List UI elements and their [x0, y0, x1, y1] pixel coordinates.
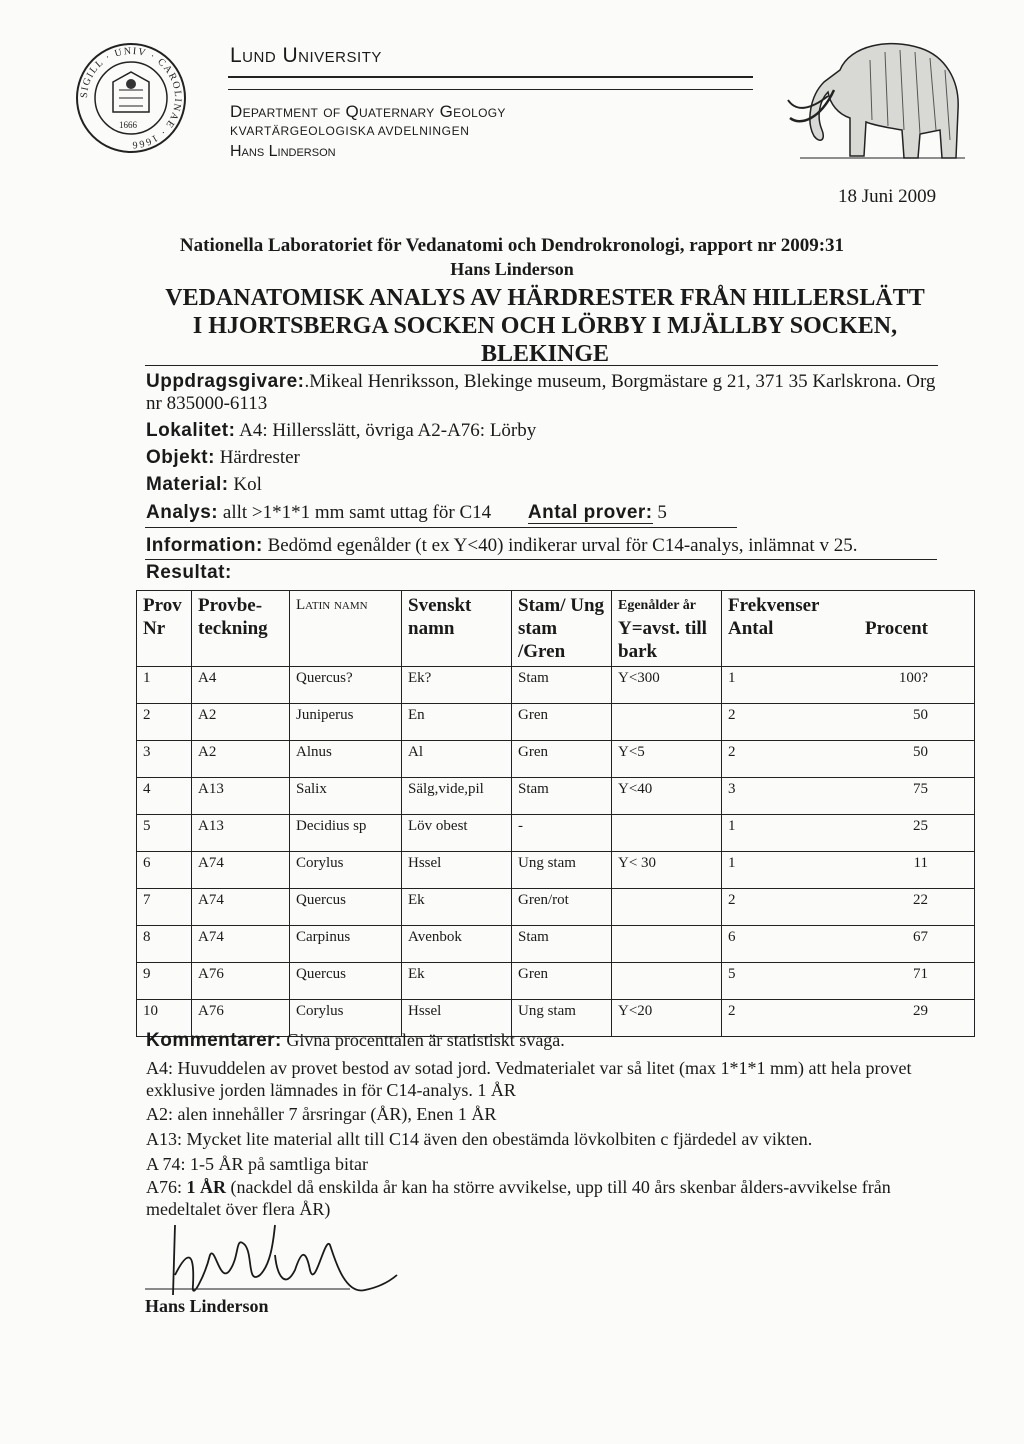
field-value: allt >1*1*1 mm samt uttag för C14 [222, 502, 492, 523]
cell-frekvenser [722, 667, 975, 704]
cell-latin: Salix [290, 778, 402, 815]
cell-beteckning: A74 [192, 926, 290, 963]
header-prov-nr: Prov Nr [137, 591, 192, 667]
cell-procent: 25 [913, 818, 928, 834]
information-divider [145, 559, 937, 560]
field-information [146, 535, 976, 557]
report-title-line-1: VEDANATOMISK ANALYS AV HÄRDRESTER FRÅN HILLERSLÄTT [165, 285, 925, 311]
report-author: Hans Linderson [450, 259, 574, 279]
mammoth-illustration [780, 30, 970, 165]
cell-beteckning: A13 [192, 815, 290, 852]
field-value: Härdrester [219, 447, 300, 468]
table-row [137, 815, 975, 852]
cell-svenskt: En [402, 704, 512, 741]
cell-beteckning: A2 [192, 741, 290, 778]
cell-latin: Juniperus [290, 704, 402, 741]
field-analys [146, 502, 667, 524]
signer-name: Hans Linderson [145, 1296, 269, 1316]
cell-procent: 67 [913, 929, 928, 945]
cell-nr: 6 [137, 852, 192, 889]
header-stam: Stam/ Ung stam /Gren [512, 591, 612, 667]
cell-frekvenser [722, 741, 975, 778]
field-label-antal-prover: Antal prover: [527, 502, 653, 523]
header-provbeteckning: Provbe-teckning [192, 591, 290, 667]
cell-antal: 2 [728, 1003, 736, 1019]
comment-a2: A2: alen innehåller 7 årsringar (ÅR), Enen 1 ÅR [146, 1104, 497, 1124]
cell-procent: 100? [898, 670, 928, 686]
field-label: Resultat: [146, 562, 232, 583]
header-frekvenser-label: Frekvenser [728, 595, 820, 616]
comments-heading [146, 1030, 565, 1052]
table-row [137, 889, 975, 926]
field-value: A4: Hillersslätt, övriga A2-A76: Lörby [239, 420, 537, 441]
cell-egenalder: Y< 30 [612, 852, 722, 889]
comment-a76-bold: 1 ÅR [186, 1177, 226, 1197]
cell-svenskt: Avenbok [402, 926, 512, 963]
cell-latin: Carpinus [290, 926, 402, 963]
cell-latin: Quercus [290, 963, 402, 1000]
cell-beteckning: A13 [192, 778, 290, 815]
cell-latin: Decidius sp [290, 815, 402, 852]
field-label: Analys: [146, 502, 219, 523]
field-lokalitet [146, 420, 536, 442]
cell-procent: 71 [913, 966, 928, 982]
cell-svenskt: Al [402, 741, 512, 778]
analys-underline [145, 527, 737, 528]
cell-antal: 2 [728, 744, 736, 760]
cell-beteckning: A74 [192, 852, 290, 889]
cell-nr: 5 [137, 815, 192, 852]
cell-svenskt: Hssel [402, 852, 512, 889]
cell-egenalder [612, 926, 722, 963]
report-reference: Nationella Laboratoriet för Vedanatomi och Dendrokronologi, rapport nr 2009:31 [179, 235, 845, 256]
field-label: Lokalitet: [146, 420, 236, 441]
cell-svenskt: Sälg,vide,pil [402, 778, 512, 815]
cell-beteckning: A2 [192, 704, 290, 741]
header-person: Hans Linderson [230, 143, 336, 160]
department-name: Department of Quaternary Geology [230, 102, 506, 121]
cell-beteckning: A74 [192, 889, 290, 926]
cell-procent: 50 [913, 707, 928, 723]
title-divider [145, 365, 938, 366]
table-row [137, 704, 975, 741]
comment-general: Givna procenttalen är statistiskt svaga. [286, 1030, 565, 1050]
comment-a76-rest: (nackdel då enskilda år kan ha större avvikelse, upp till 40 års skenbar ålders-avvikelse från medeltalet över flera ÅR) [146, 1177, 891, 1219]
table-row [137, 667, 975, 704]
comment-a76-prefix: A76: [146, 1177, 187, 1197]
field-uppdragsgivare [146, 371, 946, 415]
university-name: Lund University [230, 44, 382, 67]
cell-nr: 1 [137, 667, 192, 704]
report-title-line-3: BLEKINGE [480, 341, 610, 367]
cell-frekvenser [722, 815, 975, 852]
comments-label: Kommentarer: [146, 1030, 282, 1051]
cell-beteckning: A76 [192, 1000, 290, 1037]
field-value: .Mikeal Henriksson, Blekinge museum, Borgmästare g 21, 371 35 Karlskrona. Org nr 835000-6113 [146, 371, 936, 414]
field-label: Information: [146, 535, 263, 556]
comment-a74: A 74: 1-5 ÅR på samtliga bitar [146, 1154, 368, 1174]
field-value: Bedömd egenålder (t ex Y<40) indikerar urval för C14-analys, inlämnat v 25. [267, 535, 858, 556]
cell-svenskt: Ek? [402, 667, 512, 704]
cell-nr: 2 [137, 704, 192, 741]
header-procent: Procent [865, 618, 928, 639]
handwritten-signature [135, 1215, 405, 1305]
header-egenalder [612, 591, 722, 667]
cell-procent: 22 [913, 892, 928, 908]
cell-antal: 1 [728, 670, 736, 686]
cell-nr: 8 [137, 926, 192, 963]
table-row [137, 926, 975, 963]
cell-egenalder [612, 815, 722, 852]
cell-latin: Corylus [290, 852, 402, 889]
cell-beteckning: A76 [192, 963, 290, 1000]
cell-stam: Stam [512, 667, 612, 704]
comment-a4: A4: Huvuddelen av provet bestod av sotad jord. Vedmaterialet var så litet (max 1*1*1 mm) att hela provet exklusive jorden lämnades in för C14-analys. 1 ÅR [146, 1058, 912, 1100]
cell-antal: 1 [728, 855, 736, 871]
cell-procent: 29 [913, 1003, 928, 1019]
cell-antal: 3 [728, 781, 736, 797]
header-antal: Antal [728, 618, 774, 639]
cell-latin: Quercus? [290, 667, 402, 704]
field-label: Objekt: [146, 447, 215, 468]
cell-svenskt: Hssel [402, 1000, 512, 1037]
table-header-row [137, 591, 975, 667]
cell-stam: Stam [512, 926, 612, 963]
cell-stam: Gren/rot [512, 889, 612, 926]
cell-egenalder: Y<300 [612, 667, 722, 704]
cell-svenskt: Ek [402, 889, 512, 926]
field-material [146, 474, 262, 496]
field-resultat [146, 562, 232, 584]
cell-latin: Alnus [290, 741, 402, 778]
cell-antal: 2 [728, 892, 736, 908]
field-label: Material: [146, 474, 229, 495]
cell-frekvenser [722, 926, 975, 963]
department-name-swedish: KVARTÄRGEOLOGISKA AVDELNINGEN [230, 124, 470, 138]
cell-egenalder [612, 704, 722, 741]
cell-stam: - [512, 815, 612, 852]
header-egenalder-label: Egenålder år [618, 598, 696, 613]
cell-antal: 6 [728, 929, 736, 945]
cell-antal: 2 [728, 707, 736, 723]
comment-a76 [146, 1177, 936, 1220]
svg-text:SIGILL · UNIV · CAROLINAE · 16: SIGILL · UNIV · CAROLINAE · 1666 [78, 45, 184, 151]
cell-frekvenser [722, 704, 975, 741]
cell-svenskt: Löv obest [402, 815, 512, 852]
cell-svenskt: Ek [402, 963, 512, 1000]
cell-procent: 75 [913, 781, 928, 797]
field-value: Kol [233, 474, 262, 495]
header-divider-thin [228, 89, 753, 90]
cell-stam: Gren [512, 704, 612, 741]
cell-nr: 7 [137, 889, 192, 926]
cell-stam: Ung stam [512, 1000, 612, 1037]
header-latin-namn: Latin namn [290, 591, 402, 667]
cell-egenalder: Y<5 [612, 741, 722, 778]
cell-stam: Gren [512, 741, 612, 778]
cell-procent: 11 [913, 855, 928, 871]
cell-beteckning: A4 [192, 667, 290, 704]
field-value-antal-prover: 5 [657, 502, 667, 523]
results-table [136, 590, 975, 1037]
cell-antal: 1 [728, 818, 736, 834]
cell-egenalder [612, 889, 722, 926]
header-divider [228, 76, 753, 78]
cell-nr: 10 [137, 1000, 192, 1037]
cell-latin: Quercus [290, 889, 402, 926]
header-egenalder-detail: Y=avst. till bark [618, 618, 707, 662]
university-seal-logo [75, 42, 187, 154]
table-row [137, 852, 975, 889]
cell-procent: 50 [913, 744, 928, 760]
cell-egenalder: Y<40 [612, 778, 722, 815]
cell-latin: Corylus [290, 1000, 402, 1037]
cell-egenalder: Y<20 [612, 1000, 722, 1037]
cell-frekvenser [722, 963, 975, 1000]
cell-frekvenser [722, 852, 975, 889]
cell-egenalder [612, 963, 722, 1000]
table-row [137, 778, 975, 815]
cell-nr: 3 [137, 741, 192, 778]
cell-nr: 9 [137, 963, 192, 1000]
svg-text:1666: 1666 [119, 120, 137, 130]
cell-frekvenser [722, 889, 975, 926]
comment-a13: A13: Mycket lite material allt till C14 även den obestämda lövkolbiten c fjärdedel av vikten. [146, 1129, 813, 1149]
cell-frekvenser [722, 778, 975, 815]
cell-stam: Gren [512, 963, 612, 1000]
cell-nr: 4 [137, 778, 192, 815]
cell-antal: 5 [728, 966, 736, 982]
table-row [137, 741, 975, 778]
cell-stam: Ung stam [512, 852, 612, 889]
report-title-line-2: I HJORTSBERGA SOCKEN OCH LÖRBY I MJÄLLBY SOCKEN, [192, 313, 898, 339]
field-objekt [146, 447, 300, 469]
header-svenskt-namn: Svenskt namn [402, 591, 512, 667]
field-label: Uppdragsgivare: [146, 371, 305, 392]
cell-frekvenser [722, 1000, 975, 1037]
header-frekvenser [722, 591, 975, 667]
cell-stam: Stam [512, 778, 612, 815]
document-date: 18 Juni 2009 [838, 186, 937, 207]
table-row [137, 963, 975, 1000]
